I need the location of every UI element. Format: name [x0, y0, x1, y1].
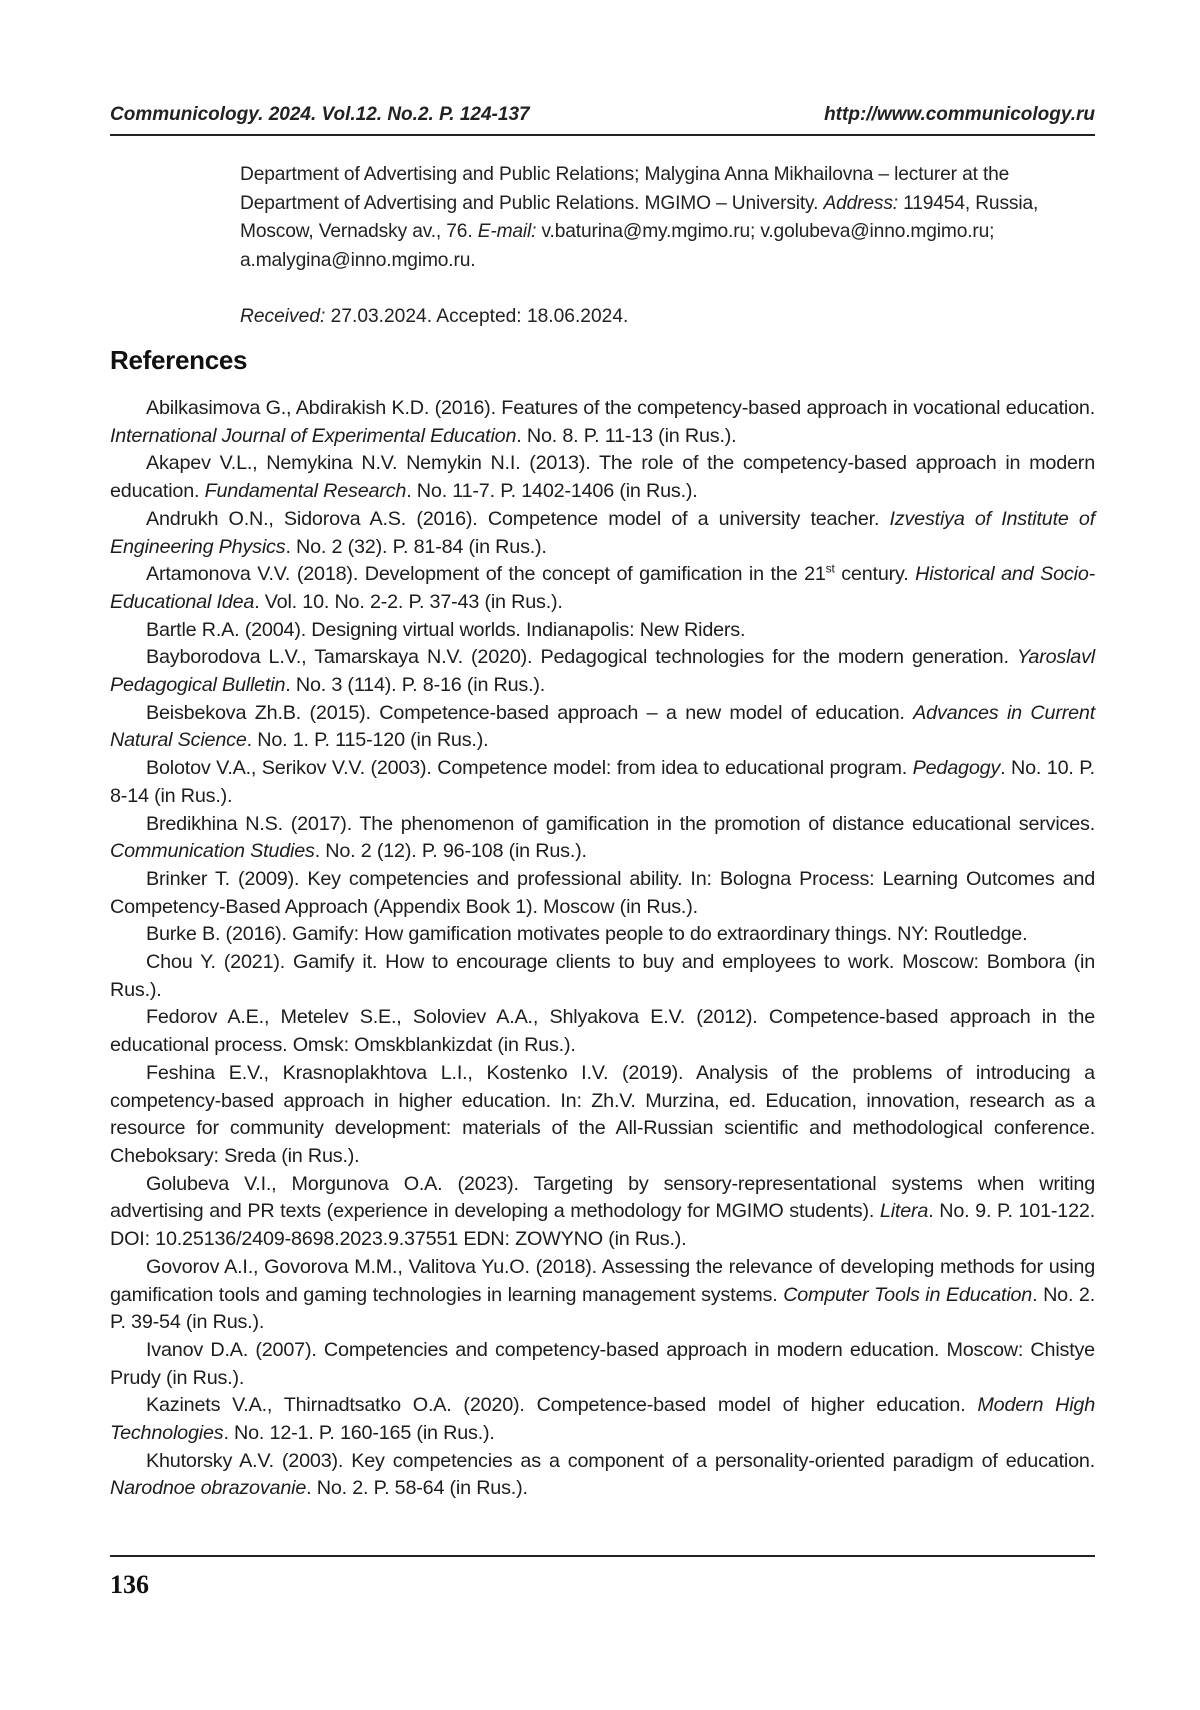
email-label: E-mail:	[477, 221, 537, 242]
reference-details: . No. 9. P. 101-122. DOI: 10.25136/2409-8698.2023.9.37551 EDN: ZOWYNO (in Rus.).	[110, 1200, 1095, 1251]
reference-entry	[110, 1392, 1095, 1447]
reference-text: Beisbekova Zh.B. (2015). Competence-based approach – a new model of education.	[146, 701, 914, 724]
reference-text: Bayborodova L.V., Tamarskaya N.V. (2020). Pedagogical technologies for the modern generation.	[146, 646, 1017, 669]
reference-source: Pedagogy	[912, 757, 1001, 780]
reference-source: Advances in Current Natural Science	[110, 701, 1095, 752]
reference-text: Feshina E.V., Krasnoplakhtova L.I., Kostenko I.V. (2019). Analysis of the problems of introducing a competency-based approach in higher education. In: Zh.V. Murzina, ed. Education, innovation, research as a resource for community development: materials of the All-Russian scientific and methodological conference. Cheboksary: Sreda (in Rus.).	[110, 1061, 1095, 1167]
reference-entry	[110, 561, 1095, 616]
received-text: 27.03.2024. Accepted: 18.06.2024.	[325, 306, 629, 327]
header-rule	[110, 134, 1095, 136]
reference-entry	[110, 700, 1095, 755]
reference-entry	[110, 506, 1095, 561]
running-header	[110, 104, 1095, 126]
reference-details: . Vol. 10. No. 2-2. P. 37-43 (in Rus.).	[254, 590, 563, 613]
reference-text: Chou Y. (2021). Gamify it. How to encourage clients to buy and employees to work. Moscow: Bombora (in Rus.).	[110, 951, 1095, 1001]
reference-entry	[110, 1171, 1095, 1254]
references-heading: References	[110, 345, 248, 375]
reference-text: Bartle R.A. (2004). Designing virtual worlds. Indianapolis: New Riders.	[146, 618, 746, 641]
reference-source: Modern High Technologies	[110, 1394, 1095, 1445]
address-label: Address:	[823, 192, 898, 214]
reference-entry	[110, 811, 1095, 866]
reference-details: . No. 2. P. 39-54 (in Rus.).	[110, 1283, 1095, 1334]
reference-details: . No. 1. P. 115-120 (in Rus.).	[246, 729, 489, 752]
reference-entry	[110, 450, 1095, 505]
reference-text: Andrukh O.N., Sidorova A.S. (2016). Competence model of a university teacher.	[146, 507, 890, 530]
reference-text: Govorov A.I., Govorova M.M., Valitova Yu.O. (2018). Assessing the relevance of developing methods for using gamification tools and gaming technologies in learning management systems.	[110, 1255, 1095, 1306]
reference-text: Abilkasimova G., Abdirakish K.D. (2016). Features of the competency-based approach in vocational education.	[146, 397, 1095, 419]
affiliation-text: Department of Advertising and Public Relations; Malygina Anna Mikhailovna – lecturer at the Department of Advertising and Public Relations. MGIMO – University.	[240, 164, 1010, 214]
reference-entry	[110, 1337, 1095, 1392]
reference-source: Izvestiya of Institute of Engineering Physics	[110, 507, 1095, 558]
reference-entry	[110, 1448, 1095, 1503]
reference-text: Bolotov V.A., Serikov V.V. (2003). Competence model: from idea to educational program.	[146, 757, 913, 780]
reference-entry	[110, 644, 1095, 699]
received-label: Received:	[240, 306, 326, 327]
reference-entry	[110, 1254, 1095, 1337]
reference-text: Brinker T. (2009). Key competencies and professional ability. In: Bologna Process: Learning Outcomes and Competency-Based Approach (Appendix Book 1). Moscow (in Rus.).	[110, 867, 1095, 918]
reference-details: . No. 8. P. 11-13 (in Rus.).	[516, 424, 737, 447]
reference-source: Yaroslavl Pedagogical Bulletin	[110, 646, 1095, 697]
reference-entry	[110, 949, 1095, 1004]
reference-source: International Journal of Experimental Education	[110, 424, 517, 447]
reference-details: . No. 2 (12). P. 96-108 (in Rus.).	[314, 840, 587, 863]
email-text: v.baturina@my.mgimo.ru; v.golubeva@inno.mgimo.ru; a.malygina@inno.mgimo.ru.	[240, 221, 995, 271]
reference-details: . No. 11-7. P. 1402-1406 (in Rus.).	[406, 480, 698, 503]
reference-text: Kazinets V.A., Thirnadtsatko O.A. (2020). Competence-based model of higher education.	[146, 1394, 978, 1417]
reference-source: Communication Studies	[110, 840, 315, 863]
reference-source: Fundamental Research	[204, 480, 407, 503]
journal-url: http://www.communicology.ru	[824, 104, 1095, 125]
reference-details: . No. 3 (114). P. 8-16 (in Rus.).	[285, 674, 546, 697]
reference-details: . No. 12-1. P. 160-165 (in Rus.).	[223, 1422, 495, 1445]
reference-entry	[110, 1004, 1095, 1059]
reference-entry	[110, 395, 1095, 450]
reference-text: Fedorov A.E., Metelev S.E., Soloviev A.A., Shlyakova E.V. (2012). Competence-based approach in the educational process. Omsk: Omskblankizdat (in Rus.).	[110, 1006, 1095, 1057]
reference-text: Golubeva V.I., Morgunova O.A. (2023). Targeting by sensory-representational systems when writing advertising and PR texts (experience in developing a methodology for MGIMO students).	[110, 1172, 1095, 1223]
reference-text: century.	[834, 563, 916, 586]
reference-text: Ivanov D.A. (2007). Competencies and competency-based approach in modern education. Moscow: Chistye Prudy (in Rus.).	[110, 1338, 1095, 1389]
received-dates	[240, 303, 1095, 331]
reference-superscript: st	[825, 561, 835, 576]
reference-source: Narodnoe obrazovanie	[110, 1477, 307, 1500]
reference-details: . No. 2 (32). P. 81-84 (in Rus.).	[285, 535, 547, 558]
reference-text: Bredikhina N.S. (2017). The phenomenon of gamification in the promotion of distance educational services.	[146, 812, 1095, 835]
page-number: 136	[110, 1570, 149, 1599]
author-affiliation	[240, 161, 1095, 275]
reference-entry	[110, 921, 1095, 949]
footer-rule	[110, 1555, 1095, 1557]
reference-entry	[110, 617, 1095, 645]
reference-entry	[110, 755, 1095, 810]
journal-citation: Communicology. 2024. Vol.12. No.2. P. 124-137	[110, 104, 530, 125]
references-list	[110, 395, 1095, 1503]
reference-source: Litera	[879, 1200, 929, 1223]
reference-text: Artamonova V.V. (2018). Development of the concept of gamification in the 21	[146, 563, 826, 586]
reference-details: . No. 10. P. 8-14 (in Rus.).	[110, 757, 1095, 807]
reference-text: Khutorsky A.V. (2003). Key competencies as a component of a personality-oriented paradigm of education.	[146, 1449, 1095, 1472]
reference-entry	[110, 1060, 1095, 1171]
reference-entry	[110, 866, 1095, 921]
reference-details: . No. 2. P. 58-64 (in Rus.).	[306, 1477, 528, 1500]
reference-source: Computer Tools in Education	[783, 1283, 1033, 1306]
reference-source: Historical and Socio-Educational Idea	[110, 563, 1096, 613]
reference-text: Burke B. (2016). Gamify: How gamification motivates people to do extraordinary things. NY: Routledge.	[146, 923, 1028, 946]
address-text: 119454, Russia, Moscow, Vernadsky av., 76.	[240, 192, 1039, 242]
reference-text: Akapev V.L., Nemykina N.V. Nemykin N.I. (2013). The role of the competency-based approach in modern education.	[110, 452, 1095, 503]
